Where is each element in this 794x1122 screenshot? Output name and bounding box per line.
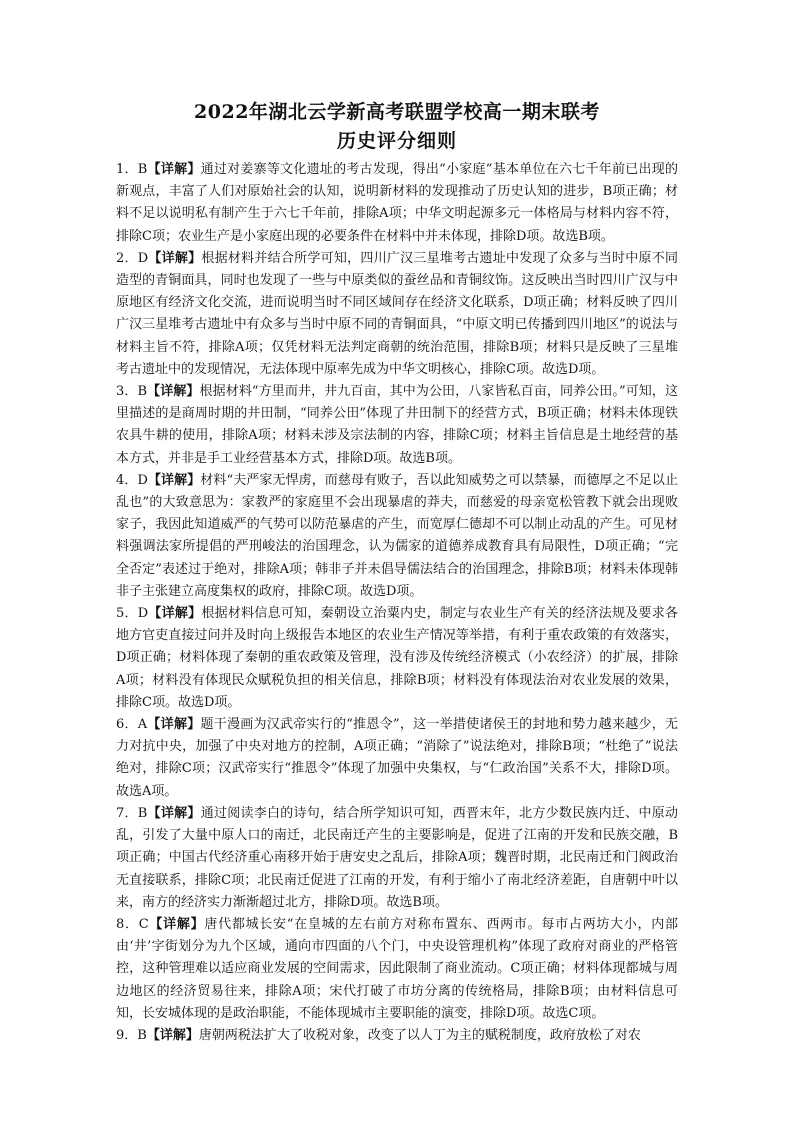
answer-item [116,714,678,803]
answer-tag: 【详解】 [147,805,201,821]
answer-text: 根据材料“方里而井，井九百亩，其中为公田，八家皆私百亩，同养公田。”可知，这里描述的是商周时期的井田制，“同养公田”体现了井田制下的经营方式，B项正确；材料未体现铁农具牛耕的使用，排除A项；材料未涉及宗法制的内容，排除C项；材料主旨信息是土地经营的基本方式，并非是手工业经营基本方式，排除D项。故选B项。 [116,384,678,466]
answer-item [116,603,678,714]
answer-text: 根据材料信息可知，秦朝设立治粟内史，制定与农业生产有关的经济法规及要求各地方官吏直接过问并及时向上级报告本地区的农业生产情况等举措，有利于重农政策的有效落实，D项正确；材料体现了秦朝的重农政策及管理，没有涉及传统经济模式（小农经济）的扩展，排除A项；材料没有体现民众赋税负担的相关信息，排除B项；材料没有体现法治对农业发展的效果，排除C项。故选D项。 [116,606,678,710]
answer-tag: 【详解】 [147,384,200,400]
answer-text: 根据材料并结合所学可知，四川广汉三星堆考古遗址中发现了众多与当时中原不同造型的青铜面具，同时也发现了一些与中原类似的蚕丝品和青铜纹饰。这反映出当时四川广汉与中原地区有经济文化交流，进而说明当时不同区域间存在经济文化联系，D项正确；材料反映了四川广汉三星堆考古遗址中有众多与当时中原不同的青铜面具，“中原文明已传播到四川地区”的说法与材料主旨不符，排除A项；仅凭材料无法判定商朝的统治范围，排除B项；材料只是反映了三星堆考古遗址中的发现情况，无法体现中原率先成为中华文明核心，排除C项。故选D项。 [116,250,678,377]
answer-tag: 【详解】 [148,916,205,932]
answer-number: 4．D [116,472,148,488]
answer-tag: 【详解】 [148,606,202,622]
answer-number: 7．B [116,805,148,821]
answer-item [116,1025,678,1047]
answer-tag: 【详解】 [147,472,201,488]
answer-tag: 【详解】 [147,162,201,177]
answer-tag: 【详解】 [148,250,202,266]
answer-number: 1．B [116,162,148,177]
document-subtitle: 历史评分细则 [336,130,457,152]
answer-text: 通过阅读李白的诗句，结合所学知识可知，西晋末年，北方少数民族内迁、中原动乱，引发了大量中原人口的南迁，北民南迁产生的主要影响是，促进了江南的开发和民族交融，B项正确；中国古代经济重心南移开始于唐安史之乱后，排除A项；魏晋时期，北民南迁和门阀政治无直接联系，排除C项；北民南迁促进了江南的开发，有利于缩小了南北经济差距，自唐朝中叶以来，南方的经济实力渐渐超过北方，排除D项。故选B项。 [116,805,678,910]
answer-text: 通过对姜寨等文化遗址的考古发现，得出“小家庭”基本单位在六七千年前已出现的新观点，丰富了人们对原始社会的认知，说明新材料的发现推动了历史认知的进步，B项正确；材料不足以说明私有制产生于六七千年前，排除A项；中华文明起源多元一体格局与材料内容不符，排除C项；农业生产是小家庭出现的必要条件在材料中并未体现，排除D项。故选B项。 [116,162,678,244]
answer-number: 9．B [116,1027,147,1043]
answer-item [116,914,678,1025]
answer-text: 唐代都城长安“在皇城的左右前方对称布置东、西两市。每市占两坊大小，内部由‘井’字街划分为九个区域，通向市四面的八个门，中央设管理机构”体现了政府对商业的严格管控，这种管理难以适应商业发展的空间需求，因此限制了商业流动。C项正确；材料体现都城与周边地区的经济贸易往来，排除A项；宋代打破了市坊分离的传统格局，排除B项；由材料信息可知，长安城体现的是政治职能，不能体现城市主要职能的演变，排除D项。故选C项。 [116,916,678,1021]
answer-item [116,248,678,381]
answer-item [116,470,678,603]
answer-number: 6．A [116,717,148,733]
answer-text: 唐朝两税法扩大了收税对象，改变了以人丁为主的赋税制度，政府放松了对农 [198,1027,641,1043]
answer-number: 2．D [116,250,149,266]
answer-number: 5．D [116,606,149,622]
answer-text: 题干漫画为汉武帝实行的“推恩令”，这一举措使诸侯王的封地和势力越来越少，无力对抗中央，加强了中央对地方的控制，A项正确；“消除了”说法绝对，排除B项；“杜绝了”说法绝对，排除C项；汉武帝实行“推恩令”体现了加强中央集权，与“仁政治国”关系不大，排除D项。故选A项。 [116,717,678,799]
answer-item [116,159,678,248]
answer-number: 3．B [116,384,148,400]
answer-list [116,159,678,1047]
answer-item [116,803,678,914]
answer-number: 8．C [116,916,149,932]
answer-text: 材料“夫严家无悍虏，而慈母有败子，吾以此知威势之可以禁暴，而德厚之不足以止乱也”的大致意思为：家教严的家庭里不会出现暴虐的莽夫，而慈爱的母亲宽松管教下就会出现败家子，我因此知道威严的气势可以防范暴虐的产生，而宽厚仁德却不可以制止动乱的产生。可见材料强调法家所提倡的严刑峻法的治国理念，认为儒家的道德养成教育具有局限性，D项正确；“完全否定”表述过于绝对，排除A项；韩非子并未倡导儒法结合的治国理念，排除B项；材料未体现韩非子主张建立高度集权的政府，排除C项。故选D项。 [116,472,678,599]
answer-item [116,381,678,470]
answer-tag: 【详解】 [146,1027,199,1043]
answer-tag: 【详解】 [147,717,201,733]
document-title: 2022年湖北云学新高考联盟学校高一期末联考 [194,101,600,123]
